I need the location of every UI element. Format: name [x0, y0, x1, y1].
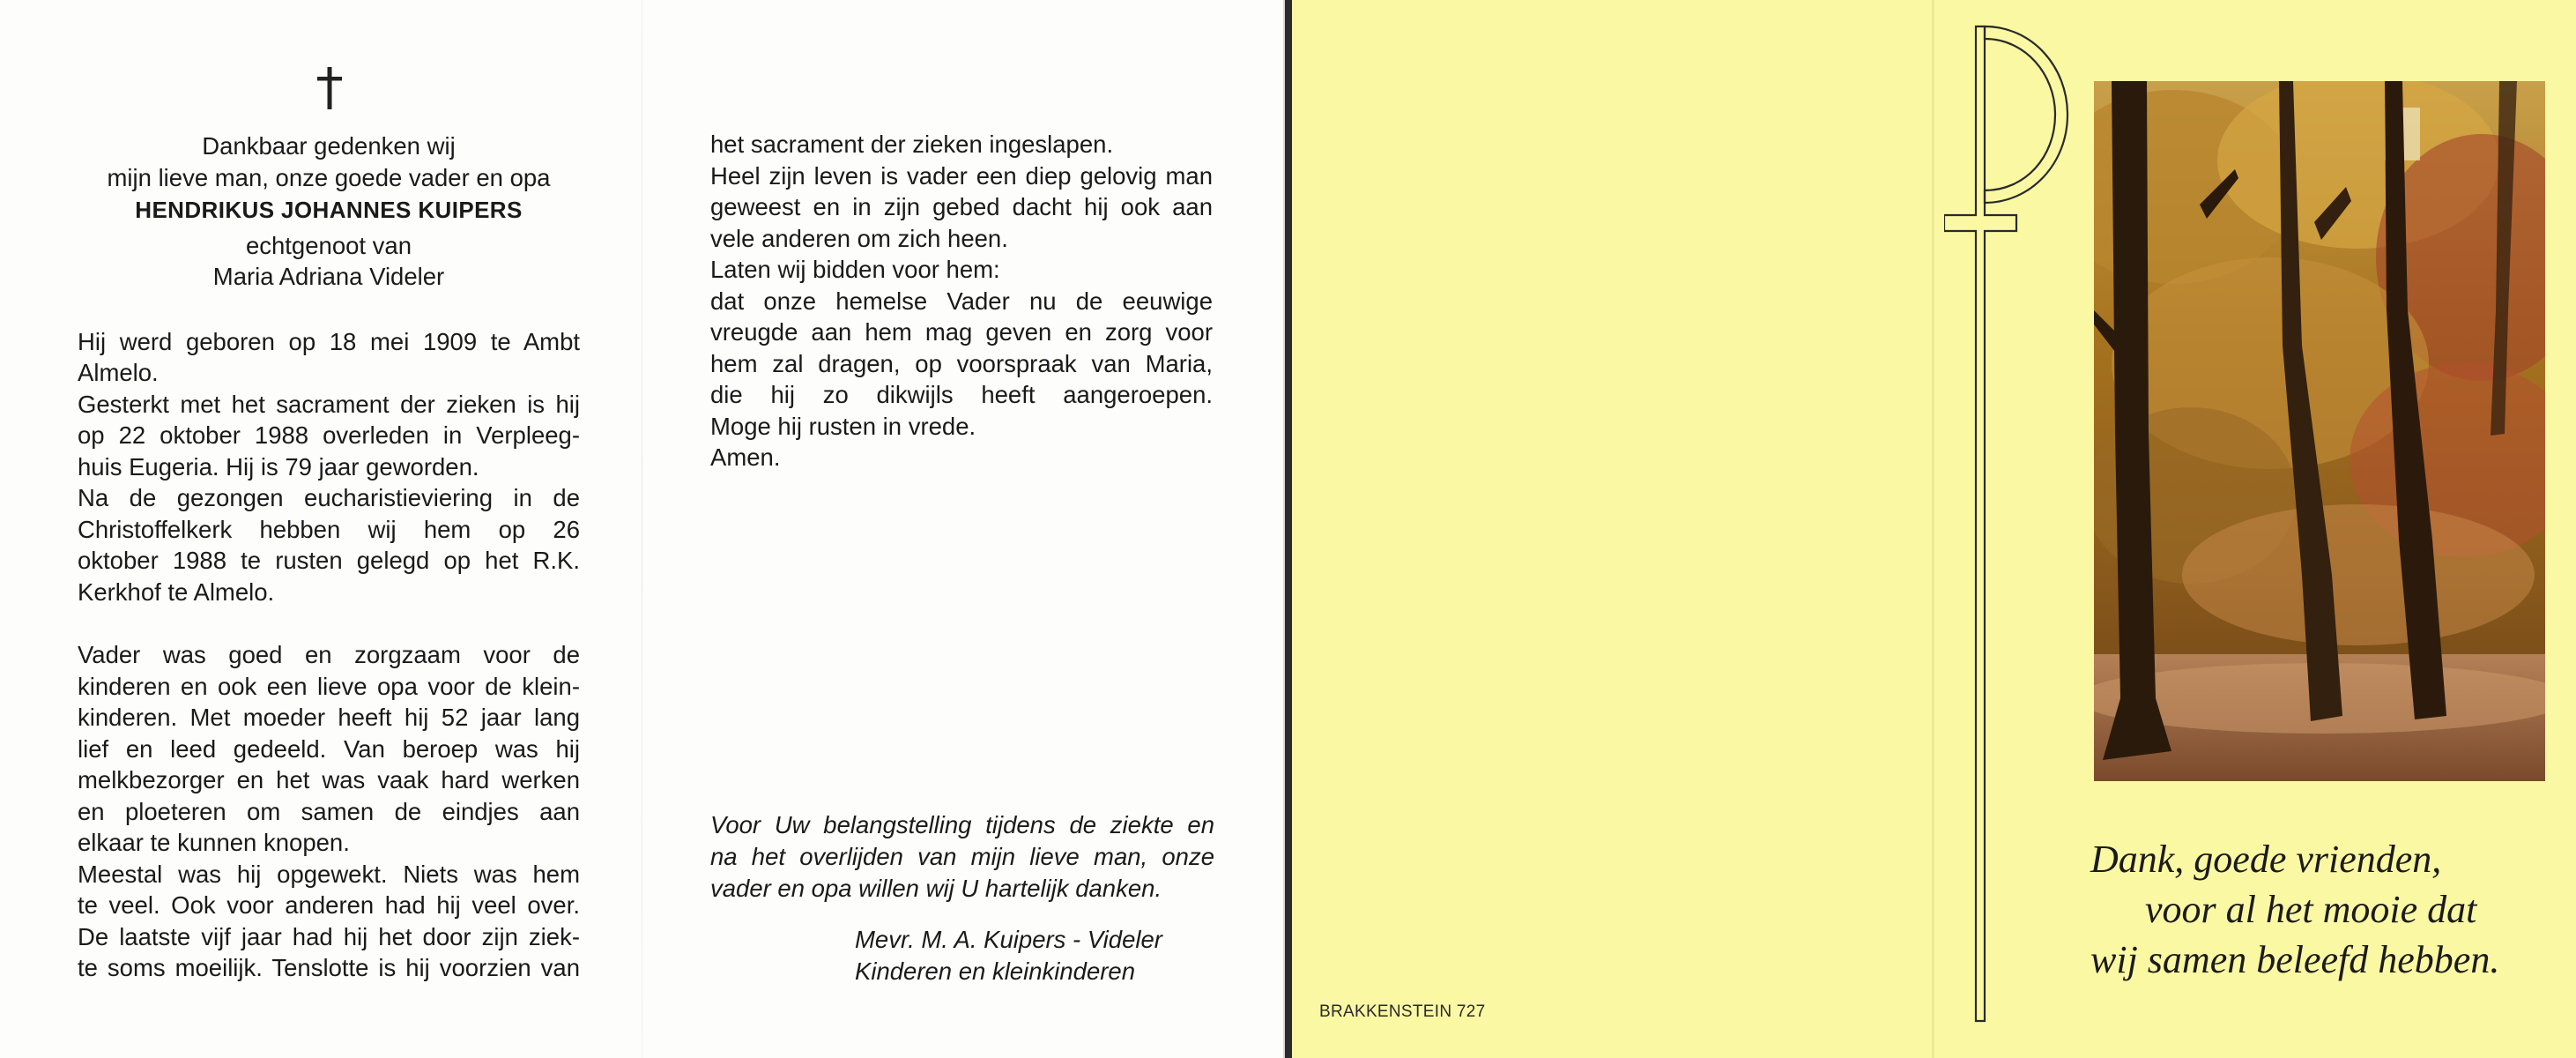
text-line: te veel. Ook voor anderen had hij veel over. [78, 891, 580, 919]
text-line: Kerkhof te Almelo. [78, 577, 275, 606]
text-line: Heel zijn leven is vader een diep gelovig man [710, 161, 1213, 190]
text-line: lief en leed gedeeld. Van beroep was hij [78, 734, 580, 763]
text-line: Meestal was hij opgewekt. Niets was hem [78, 860, 580, 888]
text-line: geweest en in zijn gebed dacht hij ook aan [710, 193, 1213, 220]
text-line: en ploeteren om samen de eindjes aan [78, 797, 580, 825]
text-line: hem zal dragen, op voorspraak van Maria, [710, 349, 1213, 377]
thanks-line: vader en opa willen wij U hartelijk danken. [710, 875, 1162, 902]
text-line: Gesterkt met het sacrament der zieken is hij [78, 390, 580, 418]
text-line: De laatste vijf jaar had hij het door zijn ziek- [78, 922, 580, 950]
text-line: Almelo. [78, 359, 159, 386]
text-line: op 22 oktober 1988 overleden in Verpleeg- [78, 421, 580, 449]
forest-image [2094, 81, 2545, 781]
signature [855, 924, 1162, 987]
quote-line: voor al het mooie dat [2145, 888, 2477, 931]
text-line: Laten wij bidden voor hem: [710, 256, 1000, 283]
text-line: dat onze hemelse Vader nu de eeuwige [710, 287, 1213, 315]
text-line: Hij werd geboren op 18 mei 1909 te Ambt [78, 327, 580, 355]
quote-line: Dank, goede vrienden, [2090, 838, 2442, 881]
text-line: te soms moeilijk. Tenslotte is hij voorzien van [78, 954, 580, 981]
quote-line: wij samen beleefd hebben. [2090, 938, 2500, 981]
text-line: huis Eugeria. Hij is 79 jaar geworden. [78, 452, 479, 481]
spouse-name: Maria Adriana Videler [212, 263, 445, 290]
text-line: melkbezorger en het was vaak hard werken [78, 766, 580, 794]
text-line: oktober 1988 te rusten gelegd op het R.K. [78, 547, 580, 574]
text-line: Christoffelkerk hebben wij hem op 26 [78, 515, 580, 543]
text-line: vreugde aan hem mag geven en zorg voor [710, 318, 1213, 346]
thanks-line: na het overlijden van mijn lieve man, onze [710, 843, 1214, 870]
text-line: vele anderen om zich heen. [710, 224, 1008, 252]
thanks-note [710, 809, 1214, 905]
text-line: Vader was goed en zorgzaam voor de [78, 641, 580, 668]
deceased-name: HENDRIKUS JOHANNES KUIPERS [135, 197, 523, 223]
signature-family: Kinderen en kleinkinderen [855, 957, 1135, 985]
text-line: die hij zo dikwijls heeft aangeroepen. [710, 381, 1213, 408]
autumn-forest-photo [2094, 81, 2545, 781]
memorial-quote [2090, 834, 2566, 985]
cross-icon [314, 65, 345, 111]
text-line: Amen. [710, 443, 781, 471]
intro-line: mijn lieve man, onze goede vader en opa [107, 163, 551, 191]
text-line: het sacrament der zieken ingeslapen. [710, 130, 1114, 158]
chi-rho-cross-icon [1944, 23, 2073, 1024]
right-page-text [710, 129, 1213, 473]
signature-name: Mevr. M. A. Kuipers - Videler [855, 926, 1162, 953]
text-line: kinderen. Met moeder heeft hij 52 jaar lang [78, 704, 580, 731]
text-line: Moge hij rusten in vrede. [710, 412, 976, 440]
left-page-text [78, 130, 580, 984]
thanks-line: Voor Uw belangstelling tijdens de ziekte en [710, 811, 1214, 838]
inner-spread [0, 0, 1285, 1058]
spouse-label: echtgenoot van [245, 231, 412, 259]
intro-line: Dankbaar gedenken wij [202, 132, 456, 160]
text-line: Na de gezongen eucharistieviering in de [78, 484, 580, 511]
fold-line [1932, 0, 1934, 1058]
publisher-mark: BRAKKENSTEIN 727 [1319, 1002, 1486, 1021]
text-line: elkaar te kunnen knopen. [78, 829, 350, 856]
text-line: kinderen en ook een lieve opa voor de klein- [78, 672, 580, 700]
